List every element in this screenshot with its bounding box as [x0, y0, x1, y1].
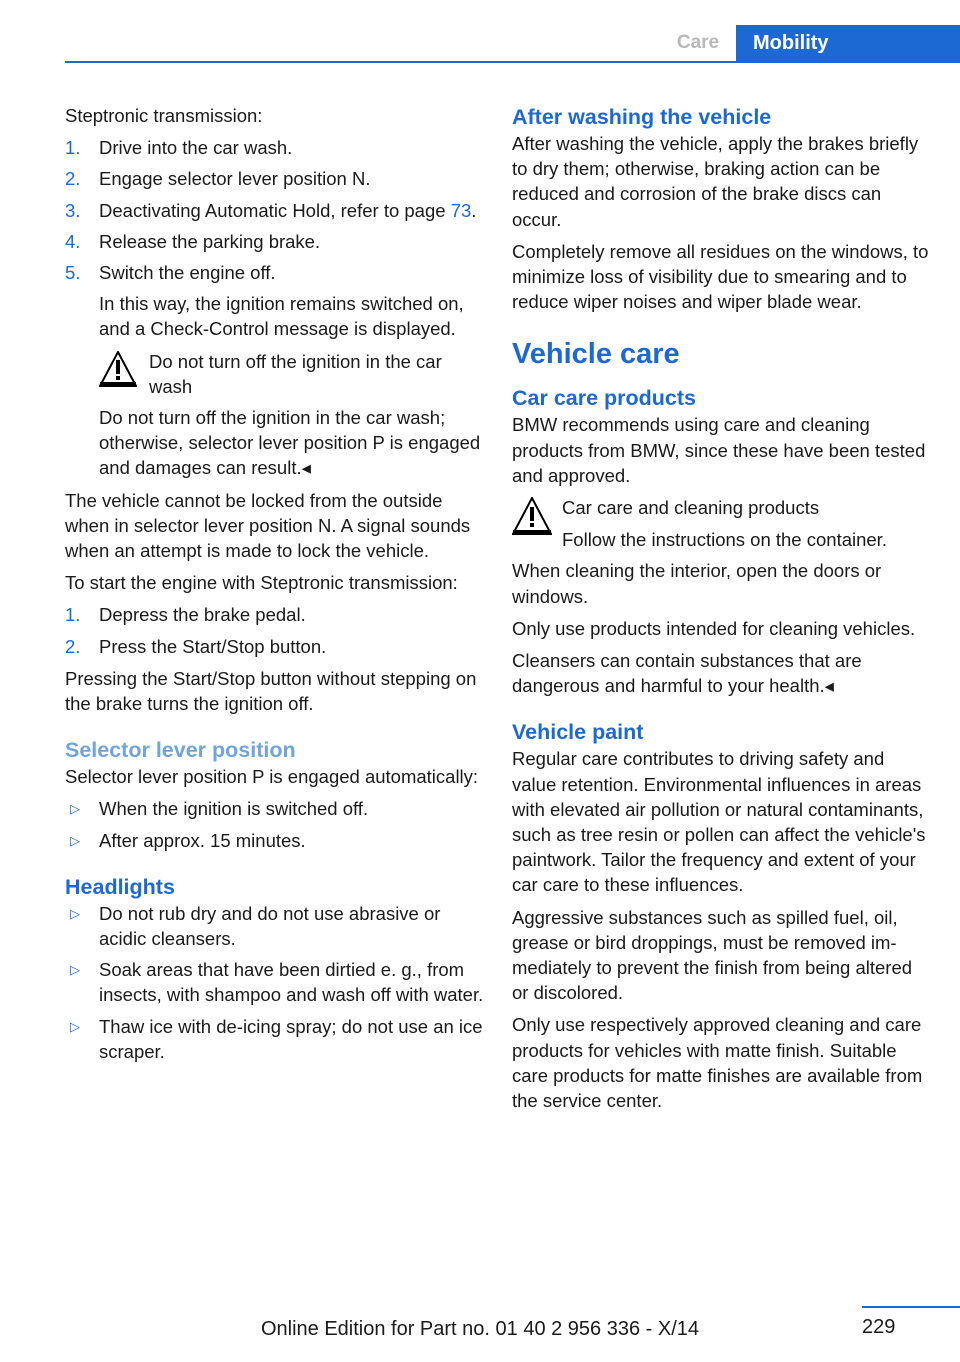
start-steps — [65, 602, 485, 658]
page-number: 229 — [862, 1316, 896, 1338]
bullet-icon: ▷ — [70, 905, 80, 921]
list-item: ▷ After approx. 15 minutes. — [65, 828, 485, 853]
tab-mobility[interactable]: Mobility — [736, 25, 960, 61]
list-item: ▷ When the ignition is switched off. — [65, 796, 485, 821]
header-rule — [65, 61, 960, 63]
bullet-icon: ▷ — [70, 1018, 80, 1034]
step-number: 1. — [65, 137, 81, 159]
list-item: ▷ Thaw ice with de-icing spray; do not use an ice scraper. — [70, 1015, 483, 1062]
step-text: Drive into the car wash. — [99, 137, 293, 159]
list-item — [65, 198, 485, 223]
selector-intro: Selector lever position P is engaged automatically: — [65, 766, 479, 788]
step-number: 5. — [65, 262, 81, 284]
list-item — [65, 166, 485, 191]
warning-title-text: Car care and cleaning products — [562, 497, 820, 519]
step-number: 2. — [65, 168, 81, 190]
page-73-link[interactable]: 73 — [450, 199, 472, 221]
list-item — [65, 260, 485, 342]
step-number: 1. — [65, 604, 81, 626]
left-column — [65, 103, 485, 1071]
vehicle-paint-heading: Vehicle paint — [512, 720, 644, 745]
selector-heading: Selector lever position — [65, 738, 296, 763]
step-text: Release the parking brake. — [99, 230, 321, 252]
step-text: Engage selector lever position N. — [99, 168, 371, 190]
step-text: Press the Start/Stop button. — [99, 635, 327, 657]
warning-body-text: Follow the instructions on the container. — [562, 529, 887, 551]
products-p1: BMW recommends using care and cleaning products from BMW, since these have been tested and approved. — [512, 414, 926, 486]
step-number: 4. — [65, 230, 81, 252]
list-item — [65, 634, 485, 659]
products-p3: Only use products intended for cleaning vehicles. — [512, 617, 916, 639]
warning-title-text: Do not turn off the ignition in the car wash — [149, 350, 442, 397]
paint-p2: Aggressive substances such as spilled fuel, oil, grease or bird droppings, must be removed immediately to prevent the finish from being altered or discolored. — [512, 906, 913, 1004]
products-p2: When cleaning the interior, open the doors or windows. — [512, 560, 882, 607]
start-intro: To start the engine with Steptronic transmission: — [65, 572, 458, 594]
edition-footer: Online Edition for Part no. 01 40 2 956 336 - X/14 — [260, 1318, 700, 1340]
step5-subtext: In this way, the ignition remains switched on, and a Check-Control message is displayed. — [99, 293, 464, 340]
list-item — [65, 229, 485, 254]
selector-list — [65, 796, 485, 852]
car-wash-steps — [65, 135, 485, 341]
bullet-icon: ▷ — [70, 801, 80, 817]
ignition-warning-body: Do not turn off the ignition in the car wash; otherwise, selector lever position P is engaged and damages can result.◂ — [99, 407, 481, 479]
step-number: 2. — [65, 635, 81, 657]
headlights-list — [65, 901, 485, 1064]
step-text: Deactivating Automatic Hold, refer to page — [99, 199, 451, 221]
step-text: Depress the brake pedal. — [99, 604, 306, 626]
lock-paragraph: The vehicle cannot be locked from the outside when in selector lever position N. A signal sounds when an attempt is made to lock the vehicle. — [65, 489, 471, 562]
after-washing-p2: Completely remove all residues on the windows, to minimize loss of visibility due to smearing and to reduce wiper noises and wiper blade wear. — [512, 240, 929, 313]
bullet-icon: ▷ — [70, 962, 80, 978]
tab-care[interactable]: Care — [676, 32, 720, 53]
step-text: Switch the engine off. — [99, 262, 276, 284]
vehicle-care-heading: Vehicle care — [512, 338, 680, 371]
steptronic-intro: Steptronic transmission: — [65, 105, 263, 126]
ignition-off-paragraph: Pressing the Start/Stop button without stepping on the brake turns the ignition off. — [65, 667, 477, 715]
step-number: 3. — [65, 199, 81, 221]
list-item — [65, 135, 485, 160]
list-item — [65, 602, 485, 627]
after-washing-p1: After washing the vehicle, apply the brakes briefly to dry them; otherwise, braking action can be reduced and corrosion of the brake discs can occur. — [512, 133, 919, 230]
footer-rule — [862, 1306, 960, 1308]
warning-triangle-icon — [99, 351, 137, 387]
ignition-warning-title — [99, 349, 485, 399]
warning-triangle-icon — [512, 497, 552, 535]
after-washing-heading: After washing the vehicle — [512, 105, 772, 129]
headlights-heading: Headlights — [65, 874, 175, 899]
paint-p3: Only use respectively approved cleaning and care products for vehicles with matte finish. Suitable care products for matte finishes are available from the service center. — [512, 1014, 923, 1112]
bullet-icon: ▷ — [70, 832, 80, 848]
right-column — [512, 103, 932, 1120]
paint-p1: Regular care contributes to driving safety and value retention. Environmental influences in areas with elevated air pollution or natural contaminants, such as tree resin or pollen can affect the vehicle's paintwork. Tailor the frequency and extent of your car care to these influences. — [512, 748, 926, 896]
car-care-products-heading: Car care products — [512, 386, 697, 411]
list-item: ▷ Do not rub dry and do not use abrasive or acidic cleansers. — [70, 902, 441, 950]
step-end: . — [471, 199, 477, 221]
list-item: ▷ Soak areas that have been dirtied e. g., from insects, with shampoo and wash off with water. — [70, 959, 484, 1006]
products-warning — [512, 495, 932, 552]
products-p4: Cleansers can contain substances that are dangerous and harmful to your health.◂ — [512, 650, 862, 697]
